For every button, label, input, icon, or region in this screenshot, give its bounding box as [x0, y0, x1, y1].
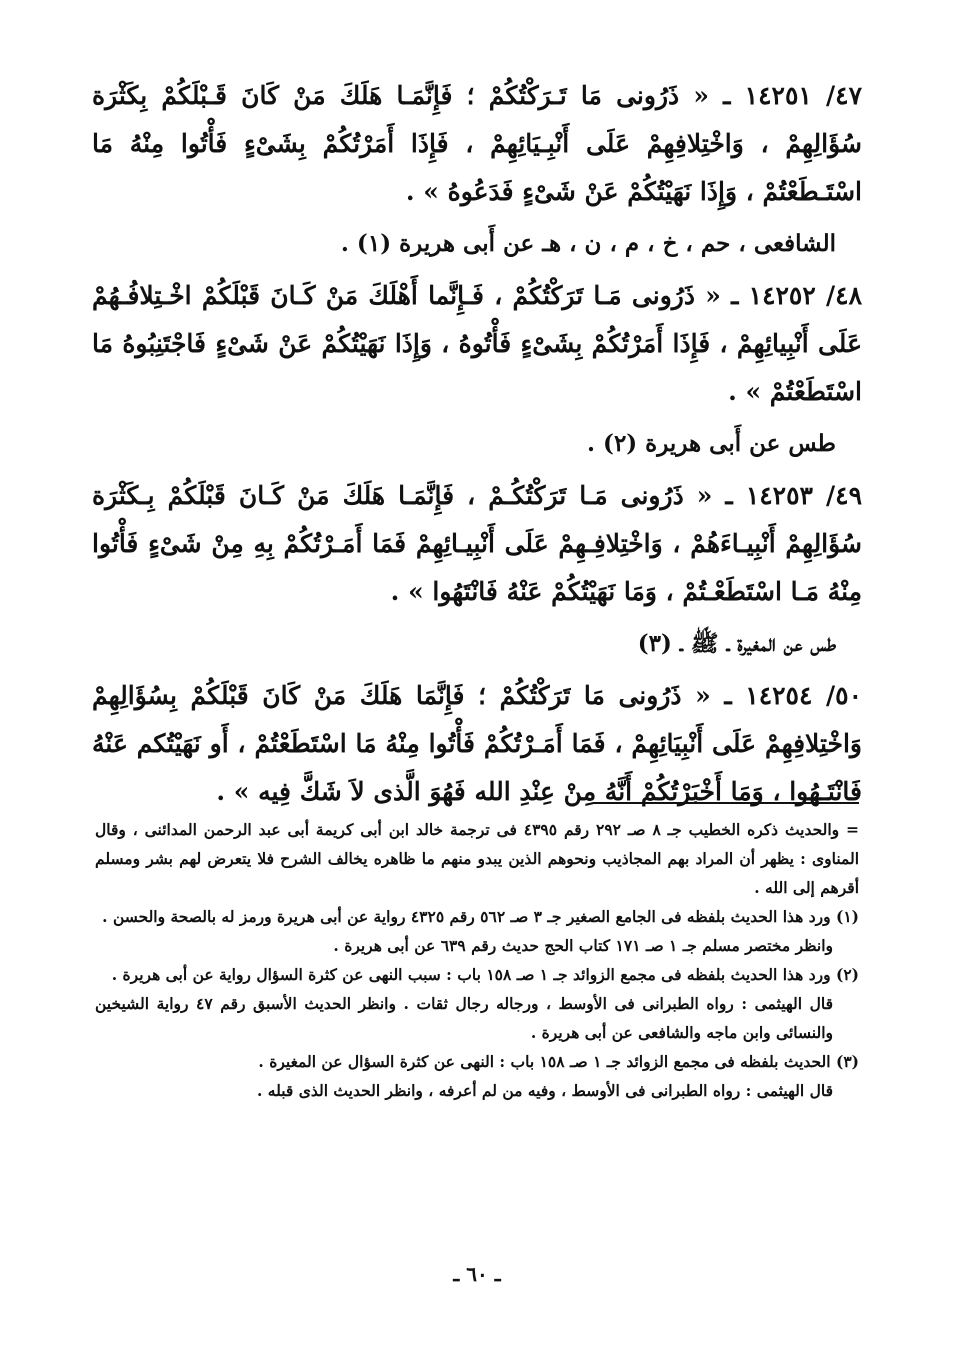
footnote-1-note: وانظر مختصر مسلم جـ ١ صـ ١٧١ كتاب الحج حديث رقم ٦٣٩ عن أبى هريرة .	[333, 936, 833, 955]
footnote-2-note: قال الهيثمى : رواه الطبرانى فى الأوسط ، ورجاله رجال ثقات . وانظر الحديث الأسبق رقم ٤٧ رواية الشيخين والنسائى وابن ماجه والشافعى عن أبى هريرة .	[95, 994, 833, 1042]
footnote-divider	[593, 802, 859, 804]
footnotes	[95, 815, 859, 1105]
hadith-source-48: طس عن أَبى هريرة (٢) .	[587, 430, 836, 457]
hadith-entry-50: ٥٠/ ١٤٢٥٤ ـ « ذَرُونى مَا تَرَكْتُكُمْ ؛ فَإِنَّمَا هَلَكَ مَنْ كَانَ قَبْلَكُمْ بِسُؤَالِهِمْ وَاخْتِلافِهِمْ عَلَى أَنْبِيَائِهِمْ ، فَمَا أَمَـرْتُكُمْ فَأْتُوا مِنْهُ مَا اسْتَطَعْتُمْ ، أَو نَهَيْتُكم عَنْهُ فَانْتَـهُوا ، وَمَا أَخْبَرْتُكُمْ أَنَّهُ مِنْ عِنْدِ الله فَهُوَ الَّذى لاَ شَكَّ فِيه » .	[92, 681, 862, 806]
footnote-1: (١) ورد هذا الحديث بلفظه فى الجامع الصغير جـ ٣ صـ ٥٦٢ رقم ٤٣٢٥ رواية عن أبى هريرة ورمز له بالصحة والحسن .	[102, 907, 859, 926]
hadith-entry-49: ٤٩/ ١٤٢٥٣ ـ « ذَرُونى مَـا تَرَكْتُكُـمْ ، فَإِنَّمَـا هَلَكَ مَنْ كَـانَ قَبْلَكُمْ بِـكَثْرَة سُؤَالِهِمْ أَنْبِيـاءَهُمْ ، وَاخْتِلافِـهِمْ عَلَى أَنْبِيـائِهِمْ فَمَا أَمَـرْتُكُمْ بِهِ مِنْ شَىْءٍ فَأْتُوا مِنْهُ مَـا اسْتَطَعْـتُمْ ، وَمَا نَهَيْتُكُمْ عَنْهُ فَانْتَهُوا » .	[92, 481, 862, 606]
hadith-entry-47: ٤٧/ ١٤٢٥١ ـ « ذَرُونى مَا تَـرَكْتُكُمْ ؛ فَإِنَّمَـا هَلَكَ مَنْ كَانَ قَـبْلَكُمْ بِكَثْرَة سُؤَالِهِمْ ، وَاخْتِلافِهِمْ عَلَى أَنْبِـيَائِهِمْ ، فَإِذَا أَمَرْتُكُمْ بِشَىْءٍ فَأْتُوا مِنْهُ مَا اسْتَـطَعْتُمْ ، وَإِذَا نَهَيْتُكُمْ عَنْ شَىْءٍ فَدَعُوهُ » .	[92, 81, 862, 206]
main-text	[92, 72, 862, 816]
footnote-continuation: = والحديث ذكره الخطيب جـ ٨ صـ ٢٩٢ رقم ٤٣٩٥ فى ترجمة خالد ابن أبى كريمة أبى عبد الرحمن المدائنى ، وقال المناوى : يظهر أن المراد بهم المجاذيب ونحوهم الذين يبدو منهم ما ظاهره يخالف الشرح فلا يتعرض لهم بشر ومسلم أقرهم إلى الله .	[95, 820, 859, 897]
hadith-source-49: طس عن المغيرة ـ ﷺ ـ (٣)	[637, 630, 836, 657]
footnote-3-note: قال الهيثمى : رواه الطبرانى فى الأوسط ، وفيه من لم أعرفه ، وانظر الحديث الذى قبله .	[257, 1081, 833, 1100]
hadith-entry-48: ٤٨/ ١٤٢٥٢ ـ « ذَرُونى مَـا تَرَكْتُكُمْ ، فَـإِنَّما أَهْلَكَ مَنْ كَـانَ قَبْلَكُمْ اخْـتِلافُـهُمْ عَلَى أَنْبِيائِهِمْ ، فَإِذَا أَمَرْتُكُمْ بِشَىْءٍ فَأْتُوهُ ، وَإِذَا نَهَيْتُكُمْ عَنْ شَىْءٍ فَاجْتَنِبُوهُ مَا اسْتَطَعْتُمْ » .	[92, 281, 862, 406]
footnote-2: (٢) ورد هذا الحديث بلفظه فى مجمع الزوائد جـ ١ صـ ١٥٨ باب : سبب النهى عن كثرة السؤال رواية عن أبى هريرة .	[111, 965, 859, 984]
footnote-3: (٣) الحديث بلفظه فى مجمع الزوائد جـ ١ صـ ١٥٨ باب : النهى عن كثرة السؤال عن المغيرة .	[258, 1052, 859, 1071]
page-number: ـ ٦٠ ـ	[453, 1262, 501, 1286]
hadith-source-47: الشافعى ، حم ، خ ، م ، ن ، هـ عن أَبى هريرة (١) .	[340, 230, 836, 257]
